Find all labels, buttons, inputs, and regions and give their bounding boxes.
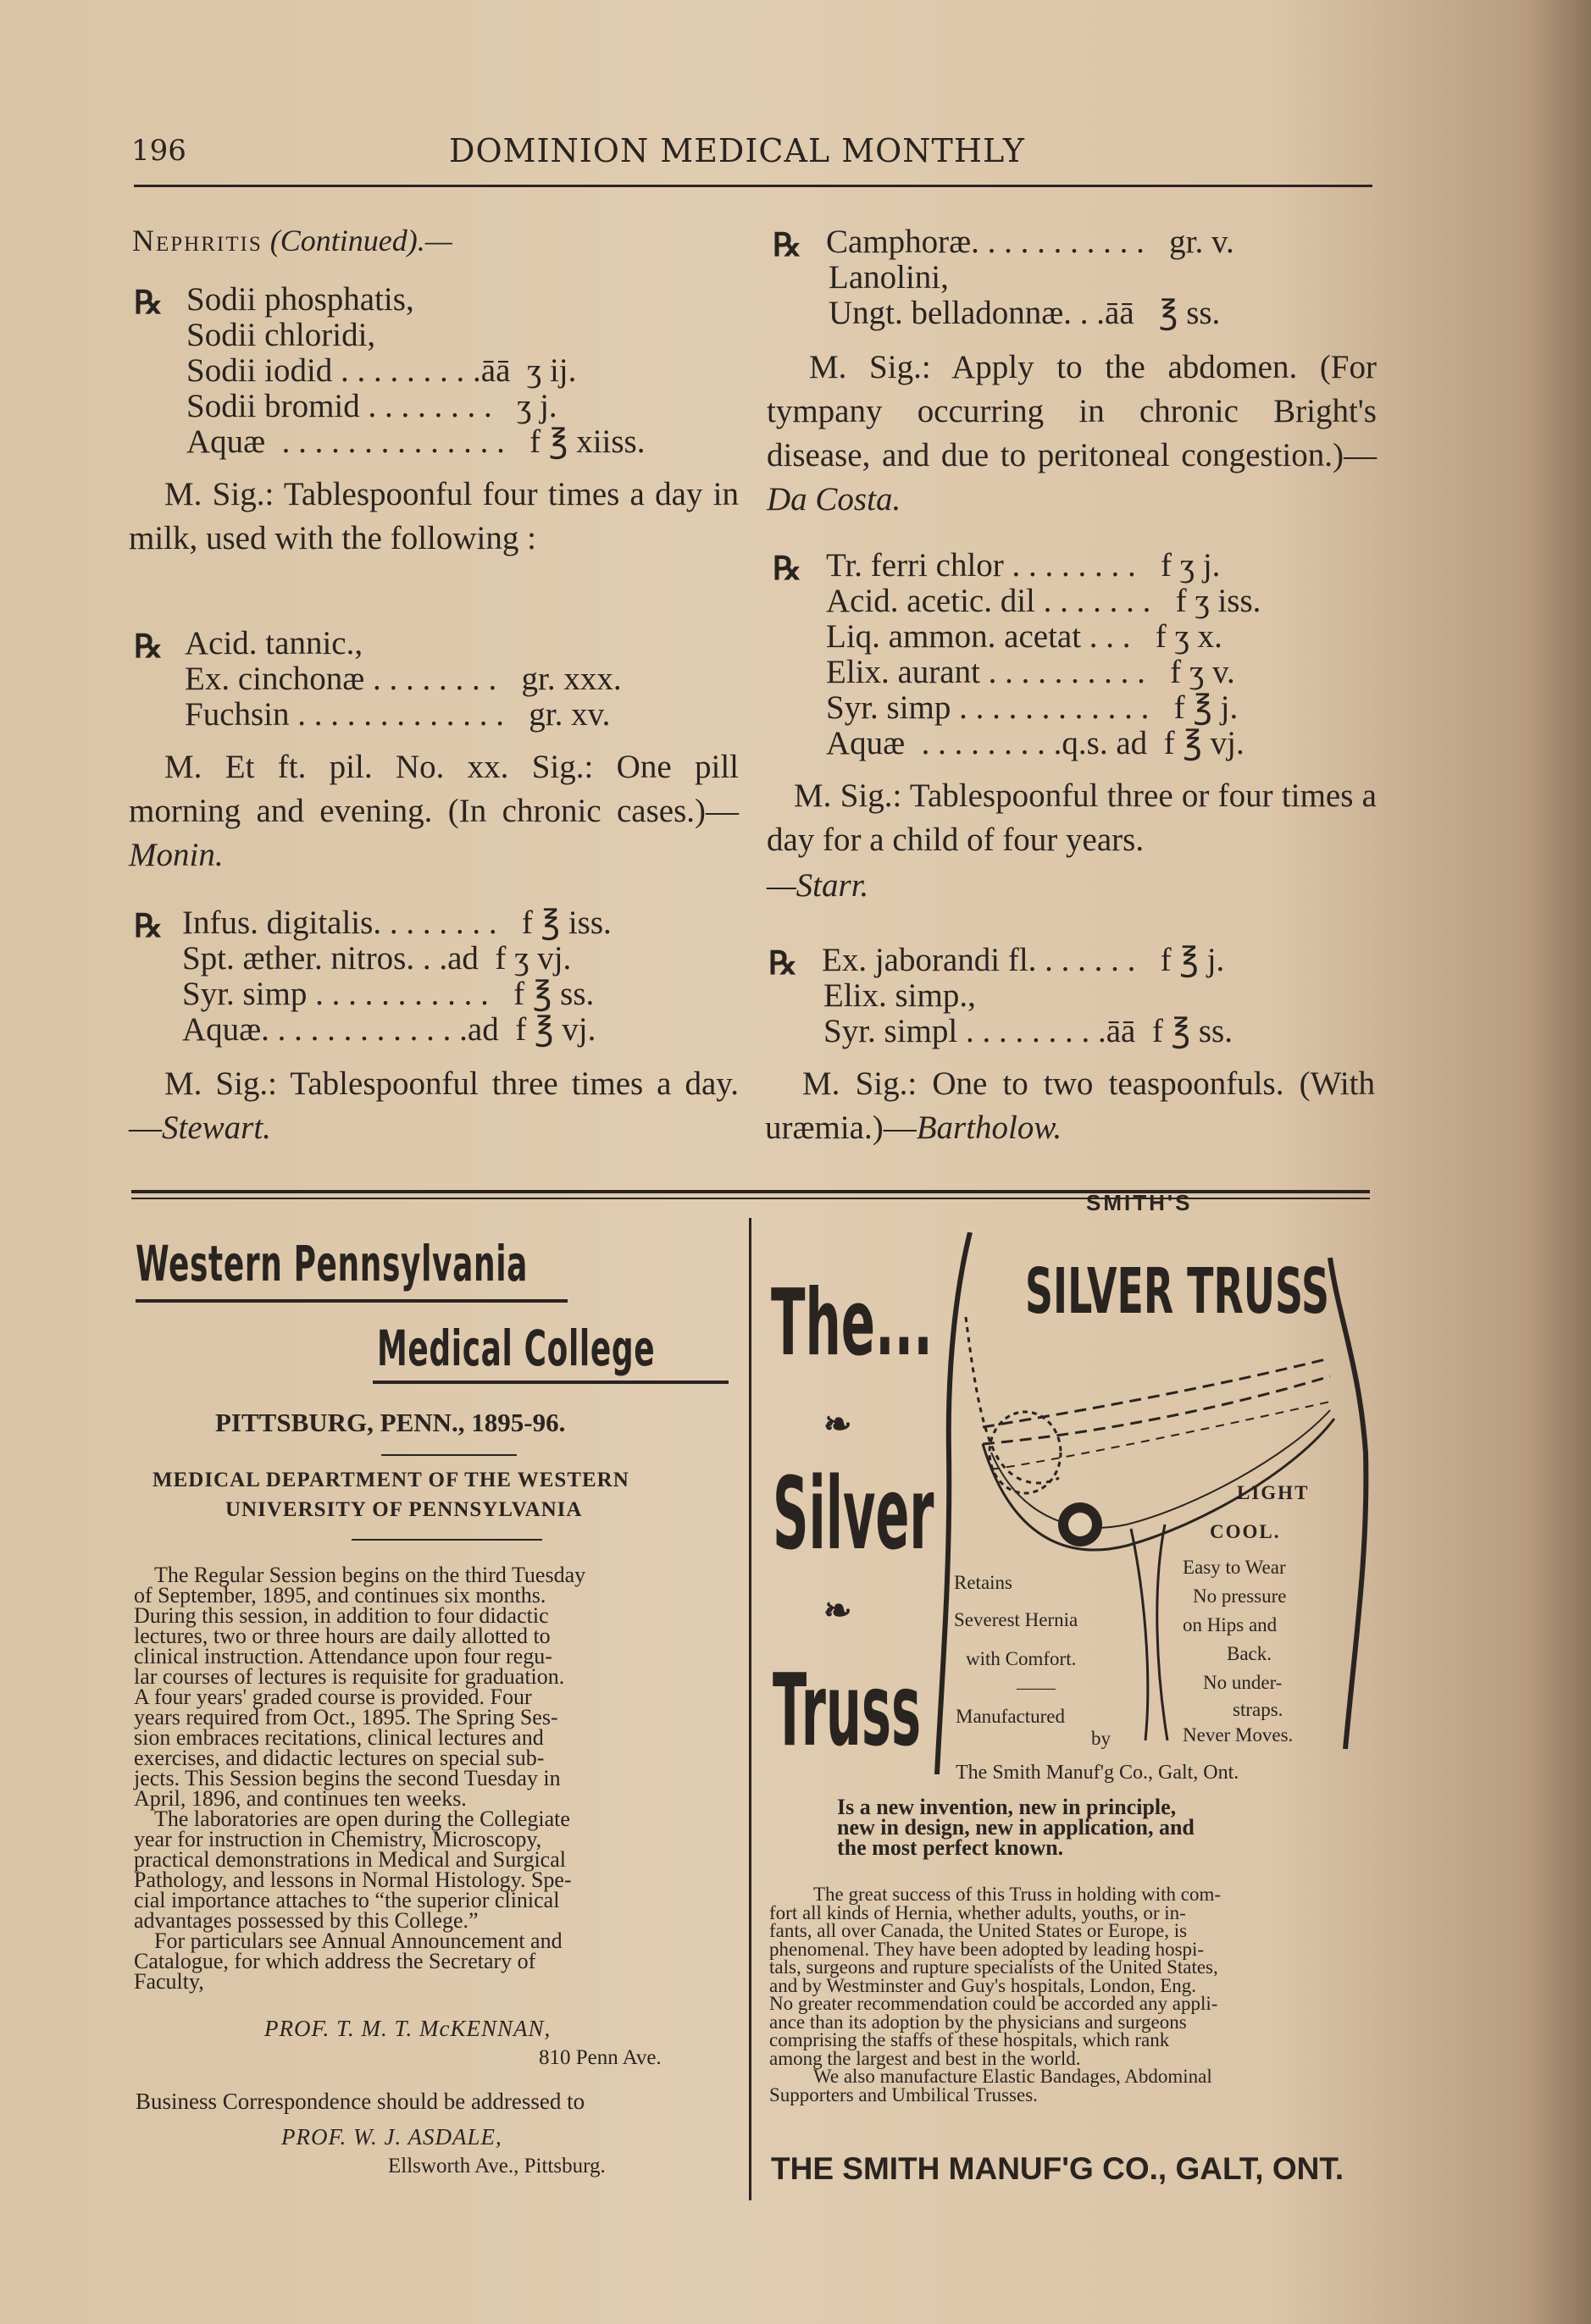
business-line: Business Correspondence should be addressed to xyxy=(136,2089,585,2114)
short-rule xyxy=(381,1454,517,1456)
header-rule xyxy=(134,185,1372,187)
feature-label: on Hips and xyxy=(1183,1614,1278,1635)
author-citation: Da Costa. xyxy=(767,481,901,517)
page-number: 196 xyxy=(131,134,186,168)
body-line: lar courses of lectures is requisite for graduation. xyxy=(134,1664,565,1689)
tagline-line: Is a new invention, new in principle, xyxy=(837,1795,1177,1819)
rx-line: Spt. æther. nitros. . .ad f ʒ vj. xyxy=(182,940,572,977)
author-citation: —Starr. xyxy=(767,867,869,904)
rx-line: Sodii chloridi, xyxy=(186,317,376,353)
rx-line: Sodii bromid . . . . . . . . ʒ j. xyxy=(186,388,557,424)
feature-label: Never Moves. xyxy=(1183,1724,1294,1746)
college-body xyxy=(134,1565,731,1992)
rx-line: Sodii iodid . . . . . . . . .āā ʒ ij. xyxy=(186,352,577,389)
direction-text xyxy=(767,346,1377,522)
direction-body: M. Sig.: Tablespoonful three times a day.— xyxy=(129,1065,739,1146)
rx-line: Elix. simp., xyxy=(823,977,976,1014)
body-line: We also manufacture Elastic Bandages, Abdominal xyxy=(813,2066,1212,2087)
body-line: ance than its adoption by the physicians and surgeons xyxy=(769,2011,1187,2033)
direction-body: M. Et ft. pil. No. xx. Sig.: One pill morning and evening. (In chronic cases.)— xyxy=(129,749,739,829)
direction-text xyxy=(129,1062,739,1150)
direction-text xyxy=(129,745,739,877)
body-line: among the largest and best in the world. xyxy=(769,2047,1081,2069)
rx-line: Ex. cinchonæ . . . . . . . . gr. xxx. xyxy=(185,661,622,697)
short-rule xyxy=(352,1539,542,1541)
rx-symbol: ℞ xyxy=(134,629,164,665)
side-word-silver: Silver xyxy=(773,1455,934,1572)
body-line: lectures, two or three hours are daily allotted to xyxy=(134,1624,551,1648)
heading-text: Nephritis xyxy=(132,224,263,257)
body-line: Supporters and Umbilical Trusses. xyxy=(769,2083,1038,2105)
heading-suffix: (Continued).— xyxy=(269,224,452,257)
body-line: A four years' graded course is provided. Four xyxy=(134,1685,532,1709)
rx-symbol: ℞ xyxy=(773,551,802,587)
body-line: and by Westminster and Guy's hospitals, London, Eng. xyxy=(769,1974,1196,1996)
direction-text: M. Sig.: Tablespoonful three or four times a day for a child of four years. xyxy=(767,777,1377,858)
ornament-icon: ❧ xyxy=(823,1591,852,1630)
body-line: Faculty, xyxy=(134,1969,204,1994)
rx-line: Fuchsin . . . . . . . . . . . . . gr. xv. xyxy=(185,696,611,733)
direction-body: M. Sig.: Apply to the abdomen. (For tympany occurring in chronic Bright's disease, and due to peritoneal congestion.)— xyxy=(767,349,1377,473)
side-word-truss: Truss xyxy=(773,1652,922,1768)
college-title-line1: Western Pennsylvania xyxy=(136,1235,529,1292)
tagline-line: the most perfect known. xyxy=(837,1835,1064,1860)
feature-label: LIGHT xyxy=(1237,1482,1310,1503)
feature-label: No pressure xyxy=(1193,1585,1287,1607)
body-line: For particulars see Annual Announcement and xyxy=(154,1928,563,1953)
rx-line: Tr. ferri chlor . . . . . . . . f ʒ j. xyxy=(826,547,1221,584)
feature-label: Back. xyxy=(1227,1643,1272,1664)
rx-line: Ex. jaborandi fl. . . . . . . f ℥ j. xyxy=(822,942,1225,978)
body-line: April, 1896, and continues ten weeks. xyxy=(134,1786,467,1811)
truss-body xyxy=(769,1885,1379,2104)
body-line: jects. This Session begins the second Tuesday in xyxy=(134,1766,561,1790)
body-line: clinical instruction. Attendance upon four regu- xyxy=(134,1644,552,1668)
business-address: Ellsworth Ave., Pittsburg. xyxy=(388,2155,606,2177)
title-rule xyxy=(136,1299,568,1303)
body-line: fort all kinds of Hernia, whether adults, youths, or in- xyxy=(769,1901,1186,1923)
rx-line: Sodii phosphatis, xyxy=(186,281,414,318)
body-line: Pathology, and lessons in Normal Histology. Spe- xyxy=(134,1868,572,1892)
department-line2: UNIVERSITY OF PENNSYLVANIA xyxy=(225,1498,583,1521)
body-line: exercises, and didactic lectures on special sub- xyxy=(134,1746,545,1770)
body-line: cial importance attaches to “the superior clinical xyxy=(134,1888,560,1912)
body-line: The laboratories are open during the Collegiate xyxy=(154,1807,570,1831)
truss-footer: THE SMITH MANUF'G CO., GALT, ONT. xyxy=(771,2151,1344,2186)
ad-divider xyxy=(749,1218,751,2200)
feature-label: —— xyxy=(1017,1677,1056,1698)
secretary-name: PROF. T. M. T. McKENNAN, xyxy=(264,2016,552,2041)
feature-label: COOL. xyxy=(1210,1521,1281,1542)
body-line: year for instruction in Chemistry, Microscopy, xyxy=(134,1827,542,1851)
body-line: The Regular Session begins on the third Tuesday xyxy=(154,1563,586,1587)
body-line: No greater recommendation could be accorded any appli- xyxy=(769,1993,1218,2014)
feature-label: Severest Hernia xyxy=(954,1609,1078,1630)
body-line: tals, surgeons and rupture specialists of the United States, xyxy=(769,1956,1218,1978)
body-line: sion embraces recitations, clinical lectures and xyxy=(134,1725,544,1750)
maker-name-top: SMITH'S xyxy=(1086,1190,1193,1215)
body-line: of September, 1895, and continues six months. xyxy=(134,1583,546,1607)
feature-label: Easy to Wear xyxy=(1183,1557,1286,1578)
truss-tagline xyxy=(837,1797,1362,1858)
author-citation: Stewart. xyxy=(162,1109,271,1146)
feature-label: straps. xyxy=(1233,1699,1283,1720)
title-rule xyxy=(373,1381,729,1384)
direction-text xyxy=(765,1062,1375,1150)
section-heading xyxy=(132,219,452,263)
body-line: comprising the staffs of these hospitals, which rank xyxy=(769,2029,1170,2050)
rx-line: Acid. acetic. dil . . . . . . . f ʒ iss. xyxy=(826,583,1261,619)
department-line1: MEDICAL DEPARTMENT OF THE WESTERN xyxy=(152,1469,629,1491)
author-citation: Bartholow. xyxy=(916,1109,1062,1146)
direction-body: M. Sig.: One to two teaspoonfuls. (With uræmia.)— xyxy=(765,1065,1375,1146)
rx-line: Lanolini, xyxy=(829,259,949,296)
rx-line: Acid. tannic., xyxy=(185,625,363,661)
rx-line: Aquæ . . . . . . . . . . . . . . f ℥ xiiss. xyxy=(186,423,646,460)
body-line: advantages possessed by this College.” xyxy=(134,1908,479,1933)
maker-credit: The Smith Manuf'g Co., Galt, Ont. xyxy=(956,1762,1239,1784)
rx-line: Infus. digitalis. . . . . . . . f ℥ iss. xyxy=(182,905,612,941)
brand-name: SILVER TRUSS xyxy=(1025,1255,1330,1328)
direction-text: M. Sig.: Tablespoonful four times a day in milk, used with the following : xyxy=(129,476,739,556)
side-word-the: The... xyxy=(771,1270,933,1376)
feature-label: Retains xyxy=(954,1572,1012,1593)
body-line: phenomenal. They have been adopted by leading hospi- xyxy=(769,1938,1205,1960)
body-line: fants, all over Canada, the United States or Europe, is xyxy=(769,1920,1188,1941)
rx-line: Syr. simpl . . . . . . . . .āā f ℥ ss. xyxy=(823,1013,1233,1049)
rx-line: Syr. simp . . . . . . . . . . . . f ℥ j. xyxy=(826,689,1239,726)
rx-line: Elix. aurant . . . . . . . . . . f ʒ v. xyxy=(826,654,1235,690)
feature-label: with Comfort. xyxy=(966,1648,1077,1669)
secretary-address: 810 Penn Ave. xyxy=(539,2046,662,2069)
rx-symbol: ℞ xyxy=(773,228,802,263)
business-name: PROF. W. J. ASDALE, xyxy=(281,2124,502,2150)
rx-line: Aquæ. . . . . . . . . . . . .ad f ℥ vj. xyxy=(182,1011,596,1048)
body-line: Catalogue, for which address the Secretary of xyxy=(134,1949,536,1973)
rx-line: Ungt. belladonnæ. . .āā ℥ ss. xyxy=(829,295,1221,331)
feature-label: by xyxy=(1091,1728,1111,1749)
rx-symbol: ℞ xyxy=(134,285,164,321)
body-line: practical demonstrations in Medical and Surgical xyxy=(134,1847,566,1872)
tagline-line: new in design, new in application, and xyxy=(837,1815,1195,1840)
college-title-line2: Medical College xyxy=(377,1320,656,1377)
rx-line: Syr. simp . . . . . . . . . . . f ℥ ss. xyxy=(182,976,595,1012)
author-citation: Monin. xyxy=(129,837,224,873)
feature-label: No under- xyxy=(1203,1672,1283,1693)
rx-line: Liq. ammon. acetat . . . f ʒ x. xyxy=(826,618,1222,655)
body-line: years required from Oct., 1895. The Spring Ses- xyxy=(134,1705,558,1729)
rx-line: Camphoræ. . . . . . . . . . . gr. v. xyxy=(826,224,1234,260)
college-location: PITTSBURG, PENN., 1895-96. xyxy=(215,1408,566,1437)
ornament-icon: ❧ xyxy=(823,1404,852,1444)
body-line: During this session, in addition to four didactic xyxy=(134,1603,549,1628)
rx-symbol: ℞ xyxy=(768,946,798,982)
body-line: The great success of this Truss in holding with com- xyxy=(813,1884,1222,1905)
rx-line: Aquæ . . . . . . . . .q.s. ad f ℥ vj. xyxy=(826,725,1245,761)
feature-label: Manufactured xyxy=(956,1706,1065,1727)
rx-symbol: ℞ xyxy=(134,909,164,944)
running-title: DOMINION MEDICAL MONTHLY xyxy=(449,132,1025,169)
